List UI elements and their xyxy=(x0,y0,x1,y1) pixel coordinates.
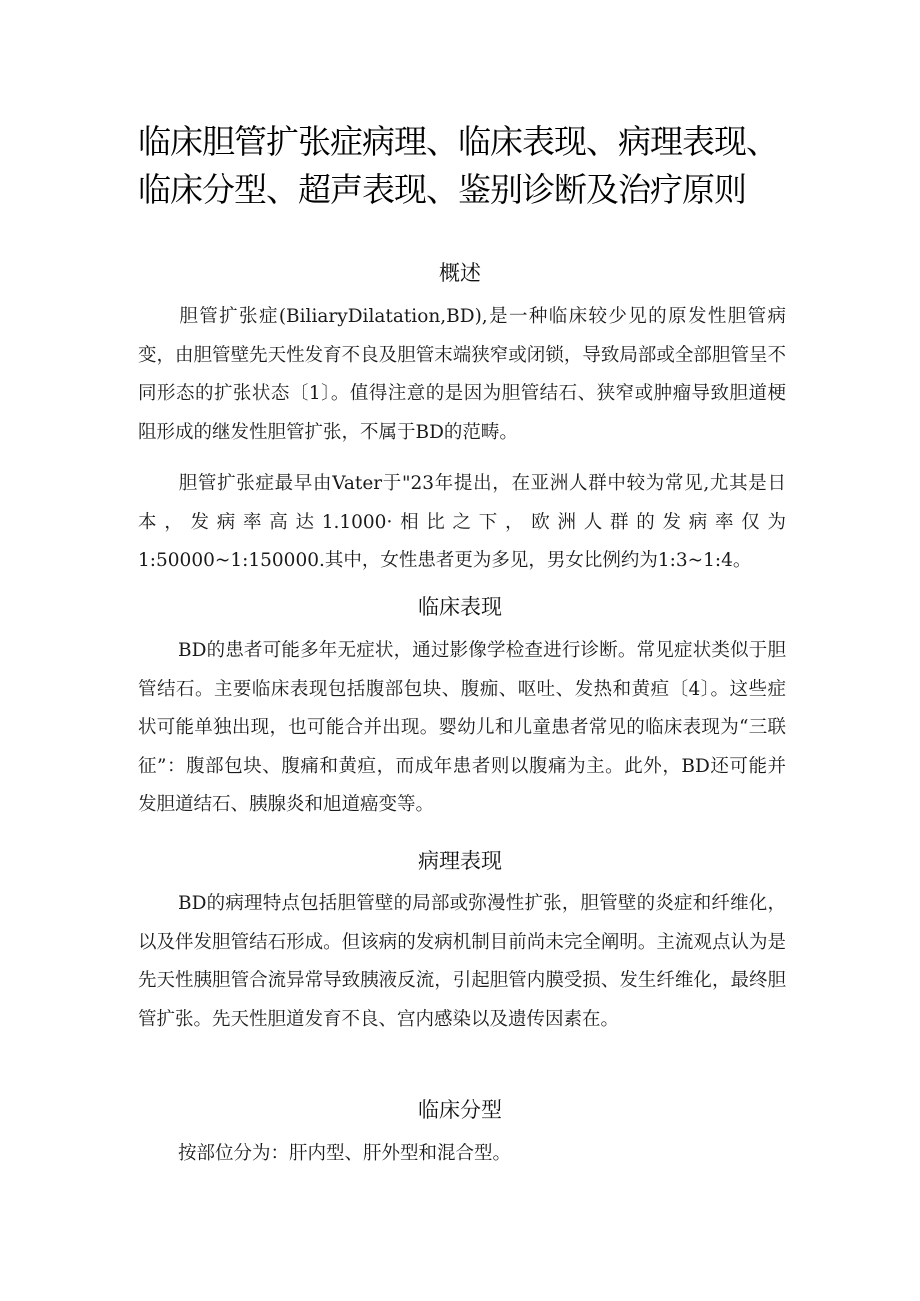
section-heading-overview: 概述 xyxy=(439,261,481,285)
section-heading-pathology: 病理表现 xyxy=(418,849,502,873)
paragraph-pathology: BD的病理特点包括胆管壁的局部或弥漫性扩张，胆管壁的炎症和纤维化，以及伴发胆管结石形成。但该病的发病机制目前尚未完全阐明。主流观点认为是先天性胰胆管合流异常导致胰液反流，引起胆管内膜受损、发生纤维化，最终胆管扩张。先天性胆道发育不良、宫内感染以及遗传因素在。 xyxy=(138,893,786,1030)
paragraph-classification: 按部位分为：肝内型、肝外型和混合型。 xyxy=(178,1143,512,1164)
paragraph-clinical-manifestation: BD的患者可能多年无症状，通过影像学检查进行诊断。常见症状类似于胆管结石。主要临床表现包括腹部包块、腹痂、呕吐、发热和黄疸〔4〕。这些症状可能单独出现，也可能合并出现。婴幼儿和儿童患者常见的临床表现为“三联征”：腹部包块、腹痛和黄疸，而成年患者则以腹痛为主。此外，BD还可能并发胆道结石、胰腺炎和旭道癌变等。 xyxy=(138,640,786,815)
paragraph-overview-2: 胆管扩张症最早由Vater于"23年提出，在亚洲人群中较为常见,尤其是日本，发病率高达1.1000·相比之下，欧洲人群的发病率仅为1:50000~1:150000.其中，女性患者更为多见，男女比例约为1:3~1:4。 xyxy=(138,473,786,571)
section-heading-clinical-manifestation: 临床表现 xyxy=(418,595,502,619)
document-title: 临床胆管扩张症病理、临床表现、病理表现、临床分型、超声表现、鉴别诊断及治疗原则 xyxy=(138,122,778,209)
section-heading-classification: 临床分型 xyxy=(418,1098,502,1122)
paragraph-overview-1: 胆管扩张症(BiliaryDilatation,BD),是一种临床较少见的原发性胆管病变，由胆管壁先天性发育不良及胆管末端狭窄或闭锁，导致局部或全部胆管呈不同形态的扩张状态〔1〕。值得注意的是因为胆管结石、狭窄或肿瘤导致胆道梗阻形成的继发性胆管扩张，不属于BD的范畴。 xyxy=(138,306,786,443)
